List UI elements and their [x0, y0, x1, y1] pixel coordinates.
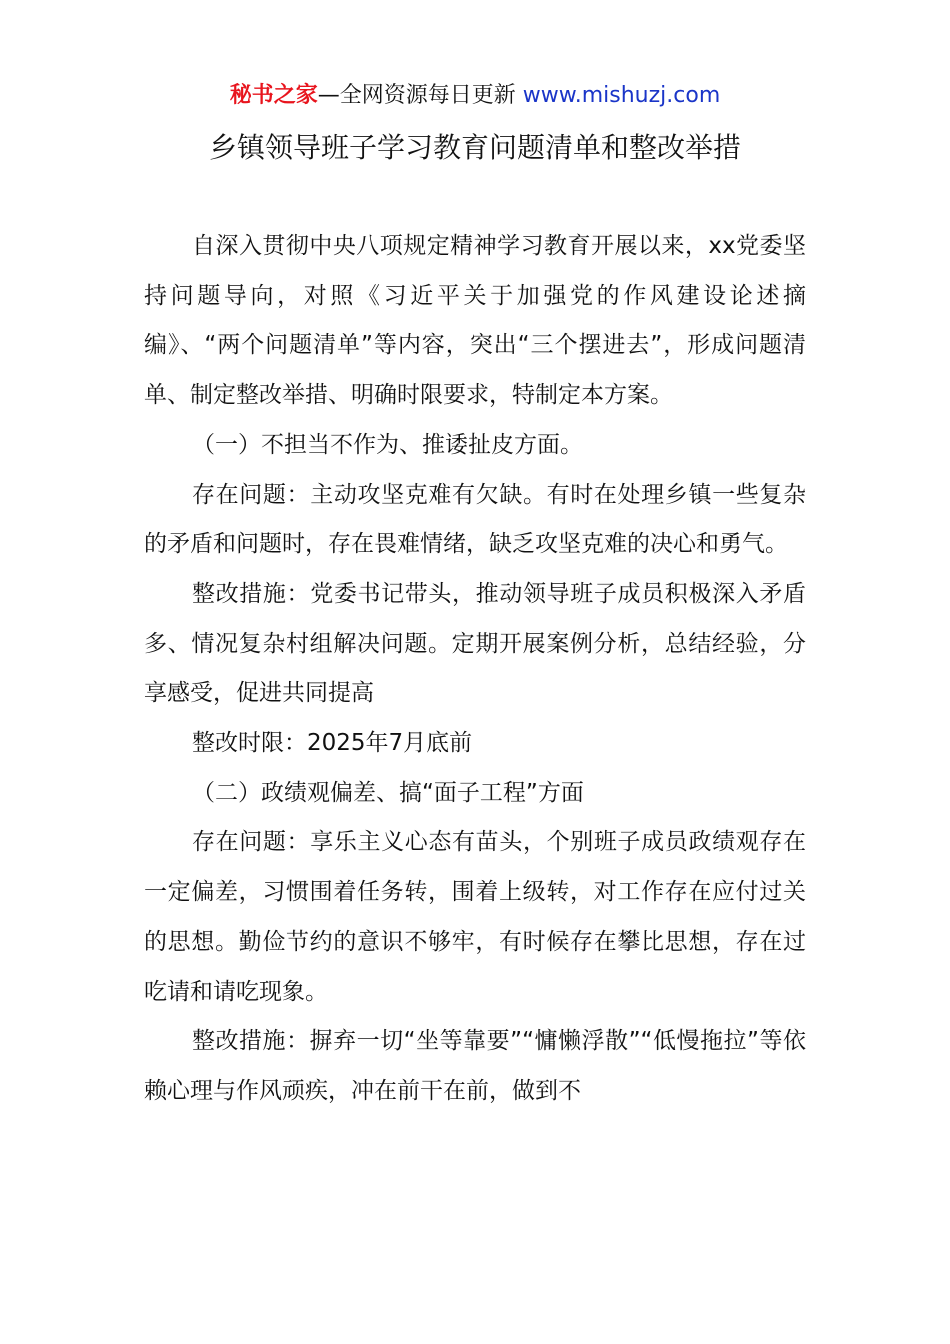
problem-paragraph-1: 存在问题：主动攻坚克难有欠缺。有时在处理乡镇一些复杂的矛盾和问题时，存在畏难情绪，缺乏攻坚克难的决心和勇气。 — [144, 481, 806, 558]
site-header — [0, 80, 950, 112]
section-heading-2: （二）政绩观偏差、搞“面子工程”方面 — [192, 779, 584, 806]
section-heading-1: （一）不担当不作为、推诿扯皮方面。 — [192, 431, 583, 458]
brand-name: 秘书之家 — [229, 83, 318, 108]
header-tagline: —全网资源每日更新 — [317, 83, 523, 108]
measure-paragraph-2: 整改措施：摒弃一切“坐等靠要”“慵懒浮散”“低慢拖拉”等依赖心理与作风顽疾，冲在前干在前，做到不 — [144, 1028, 806, 1104]
document-body — [144, 222, 806, 1117]
document-title: 乡镇领导班子学习教育问题清单和整改举措 — [208, 131, 741, 164]
measure-paragraph-1: 整改措施：党委书记带头，推动领导班子成员积极深入矛盾多、情况复杂村组解决问题。定期开展案例分析，总结经验，分享感受，促进共同提高 — [144, 580, 806, 707]
deadline-paragraph-1: 整改时限：2025年7月底前 — [192, 730, 473, 757]
problem-paragraph-2: 存在问题：享乐主义心态有苗头，个别班子成员政绩观存在一定偏差，习惯围着任务转，围着上级转，对工作存在应付过关的思想。勤俭节约的意识不够牢，有时候存在攀比思想，存在过吃请和请吃现象。 — [144, 829, 806, 1005]
site-url-link[interactable]: www.mishuzj.com — [522, 83, 721, 108]
intro-paragraph: 自深入贯彻中央八项规定精神学习教育开展以来，xx党委坚持问题导向，对照《习近平关于加强党的作风建设论述摘编》、“两个问题清单”等内容，突出“三个摆进去”，形成问题清单、制定整改举措、明确时限要求，特制定本方案。 — [144, 233, 806, 409]
